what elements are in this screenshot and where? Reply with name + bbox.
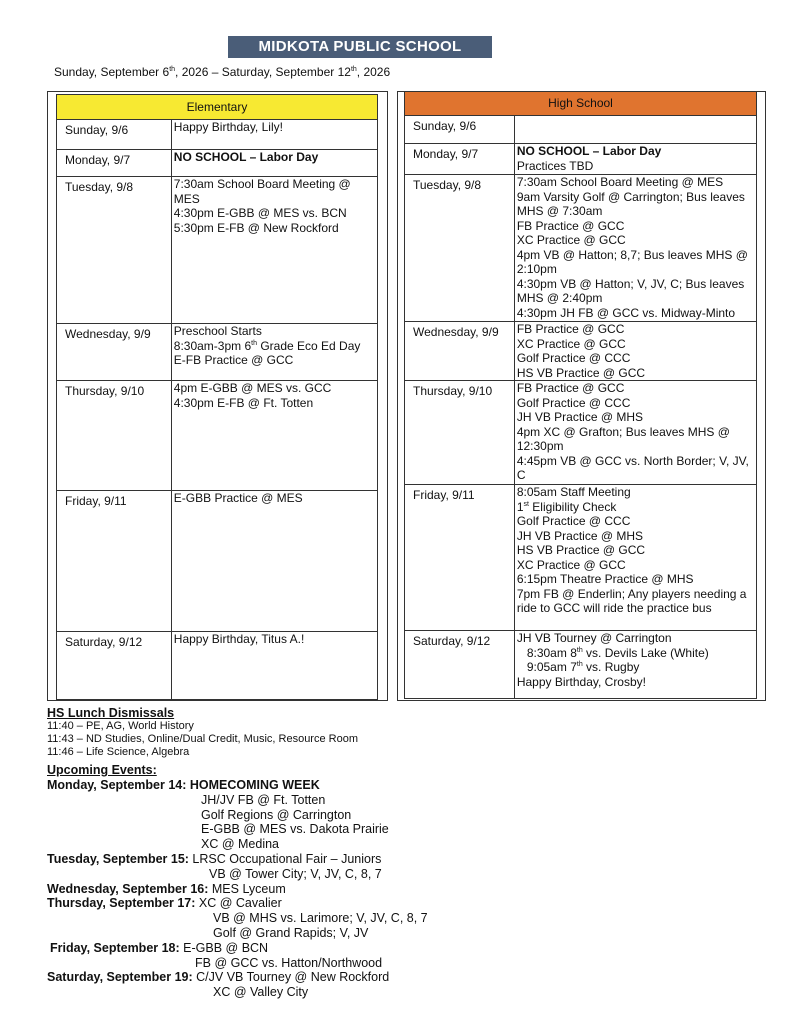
event-line: JH/JV FB @ Ft. Totten	[201, 792, 326, 807]
day-cell: Friday, 9/11	[57, 491, 172, 632]
event-line: Thursday, September 17: XC @ Cavalier	[47, 896, 282, 911]
event-line: Golf Regions @ Carrington	[201, 807, 352, 822]
upcoming-events	[47, 778, 428, 1000]
event-line: XC @ Valley City	[213, 985, 309, 1000]
table-row	[405, 485, 757, 631]
table-row	[405, 322, 757, 381]
events-cell: Happy Birthday, Titus A.!	[171, 632, 377, 700]
day-cell: Tuesday, 9/8	[405, 175, 515, 322]
events-cell: 7:30am School Board Meeting @ MES 9am Varsity Golf @ Carrington; Bus leaves MHS @ 7:30am FB Practice @ GCC XC Practice @ GCC 4pm VB @ Hatton; 8,7; Bus leaves MHS @ 2:10pm 4:30pm VB @ Hatton; V, JV, C; Bus leaves MHS @ 2:40pm 4:30pm JH FB @ GCC vs. Midway-Minto	[514, 175, 756, 322]
day-cell: Thursday, 9/10	[57, 381, 172, 491]
events-cell: FB Practice @ GCC Golf Practice @ CCC JH VB Practice @ MHS 4pm XC @ Grafton; Bus leaves MHS @ 12:30pm 4:45pm VB @ GCC vs. North Border; V, JV, C	[514, 381, 756, 485]
day-cell: Wednesday, 9/9	[405, 322, 515, 381]
table-row	[57, 150, 378, 177]
day-cell: Saturday, 9/12	[57, 632, 172, 700]
table-row	[405, 116, 757, 144]
table-row	[57, 491, 378, 632]
highschool-heading: High School	[405, 92, 757, 116]
events-cell: JH VB Tourney @ Carrington 8:30am 8th vs. Devils Lake (White) 9:05am 7th vs. Rugby Happy Birthday, Crosby!	[514, 631, 756, 699]
table-row	[405, 144, 757, 175]
day-cell: Tuesday, 9/8	[57, 177, 172, 324]
lunch-line: 11:46 – Life Science, Algebra	[47, 746, 190, 758]
day-cell: Wednesday, 9/9	[57, 324, 172, 381]
event-line: Monday, September 14: HOMECOMING WEEK	[47, 778, 320, 792]
events-cell: 8:05am Staff Meeting 1st Eligibility Check Golf Practice @ CCC JH VB Practice @ MHS HS VB Practice @ GCC XC Practice @ GCC 6:15pm Theatre Practice @ MHS 7pm FB @ Enderlin; Any players needing a ride to GCC will ride the practice bus	[514, 485, 756, 631]
day-cell: Monday, 9/7	[405, 144, 515, 175]
events-cell	[514, 116, 756, 144]
events-cell: FB Practice @ GCC XC Practice @ GCC Golf Practice @ CCC HS VB Practice @ GCC	[514, 322, 756, 381]
day-cell: Monday, 9/7	[57, 150, 172, 177]
lunch-dismissals	[47, 707, 358, 759]
day-cell: Friday, 9/11	[405, 485, 515, 631]
table-row	[57, 177, 378, 324]
table-row	[57, 381, 378, 491]
table-row	[57, 324, 378, 381]
day-cell: Sunday, 9/6	[57, 120, 172, 150]
events-cell: NO SCHOOL – Labor Day	[171, 150, 377, 177]
day-cell: Sunday, 9/6	[405, 116, 515, 144]
day-cell: Saturday, 9/12	[405, 631, 515, 699]
event-line: Friday, September 18: E-GBB @ BCN	[50, 940, 269, 955]
event-line: Golf @ Grand Rapids; V, JV	[213, 925, 369, 940]
day-cell: Thursday, 9/10	[405, 381, 515, 485]
event-line: VB @ MHS vs. Larimore; V, JV, C, 8, 7	[213, 911, 428, 926]
event-line: Tuesday, September 15: LRSC Occupational Fair – Juniors	[47, 851, 382, 866]
upcoming-heading: Upcoming Events:	[47, 763, 157, 777]
table-row	[405, 631, 757, 699]
event-line: Wednesday, September 16: MES Lyceum	[47, 881, 286, 896]
date-range: Sunday, September 6th, 2026 – Saturday, September 12th, 2026	[54, 65, 391, 79]
events-cell: 7:30am School Board Meeting @ MES 4:30pm E-GBB @ MES vs. BCN 5:30pm E-FB @ New Rockford	[171, 177, 377, 324]
events-cell: Preschool Starts 8:30am-3pm 6th Grade Eco Ed Day E-FB Practice @ GCC	[171, 324, 377, 381]
events-cell: 4pm E-GBB @ MES vs. GCC 4:30pm E-FB @ Ft. Totten	[171, 381, 377, 491]
table-row	[57, 632, 378, 700]
events-cell: Happy Birthday, Lily!	[171, 120, 377, 150]
highschool-schedule-table	[404, 91, 757, 699]
elementary-heading: Elementary	[57, 95, 378, 120]
event-line: E-GBB @ MES vs. Dakota Prairie	[201, 822, 389, 837]
elementary-schedule-table	[56, 94, 378, 700]
events-cell: NO SCHOOL – Labor Day Practices TBD	[514, 144, 756, 175]
event-line: XC @ Medina	[201, 837, 279, 852]
lunch-line: 11:43 – ND Studies, Online/Dual Credit, Music, Resource Room	[47, 733, 358, 745]
table-row	[405, 175, 757, 322]
table-row	[405, 381, 757, 485]
event-line: Saturday, September 19: C/JV VB Tourney @ New Rockford	[47, 970, 390, 985]
table-row	[57, 120, 378, 150]
event-line: FB @ GCC vs. Hatton/Northwood	[195, 955, 383, 970]
lunch-line: 11:40 – PE, AG, World History	[47, 720, 194, 732]
event-line: VB @ Tower City; V, JV, C, 8, 7	[209, 866, 382, 881]
page-title: MIDKOTA PUBLIC SCHOOL	[228, 36, 492, 58]
lunch-heading: HS Lunch Dismissals	[47, 706, 175, 720]
events-cell: E-GBB Practice @ MES	[171, 491, 377, 632]
